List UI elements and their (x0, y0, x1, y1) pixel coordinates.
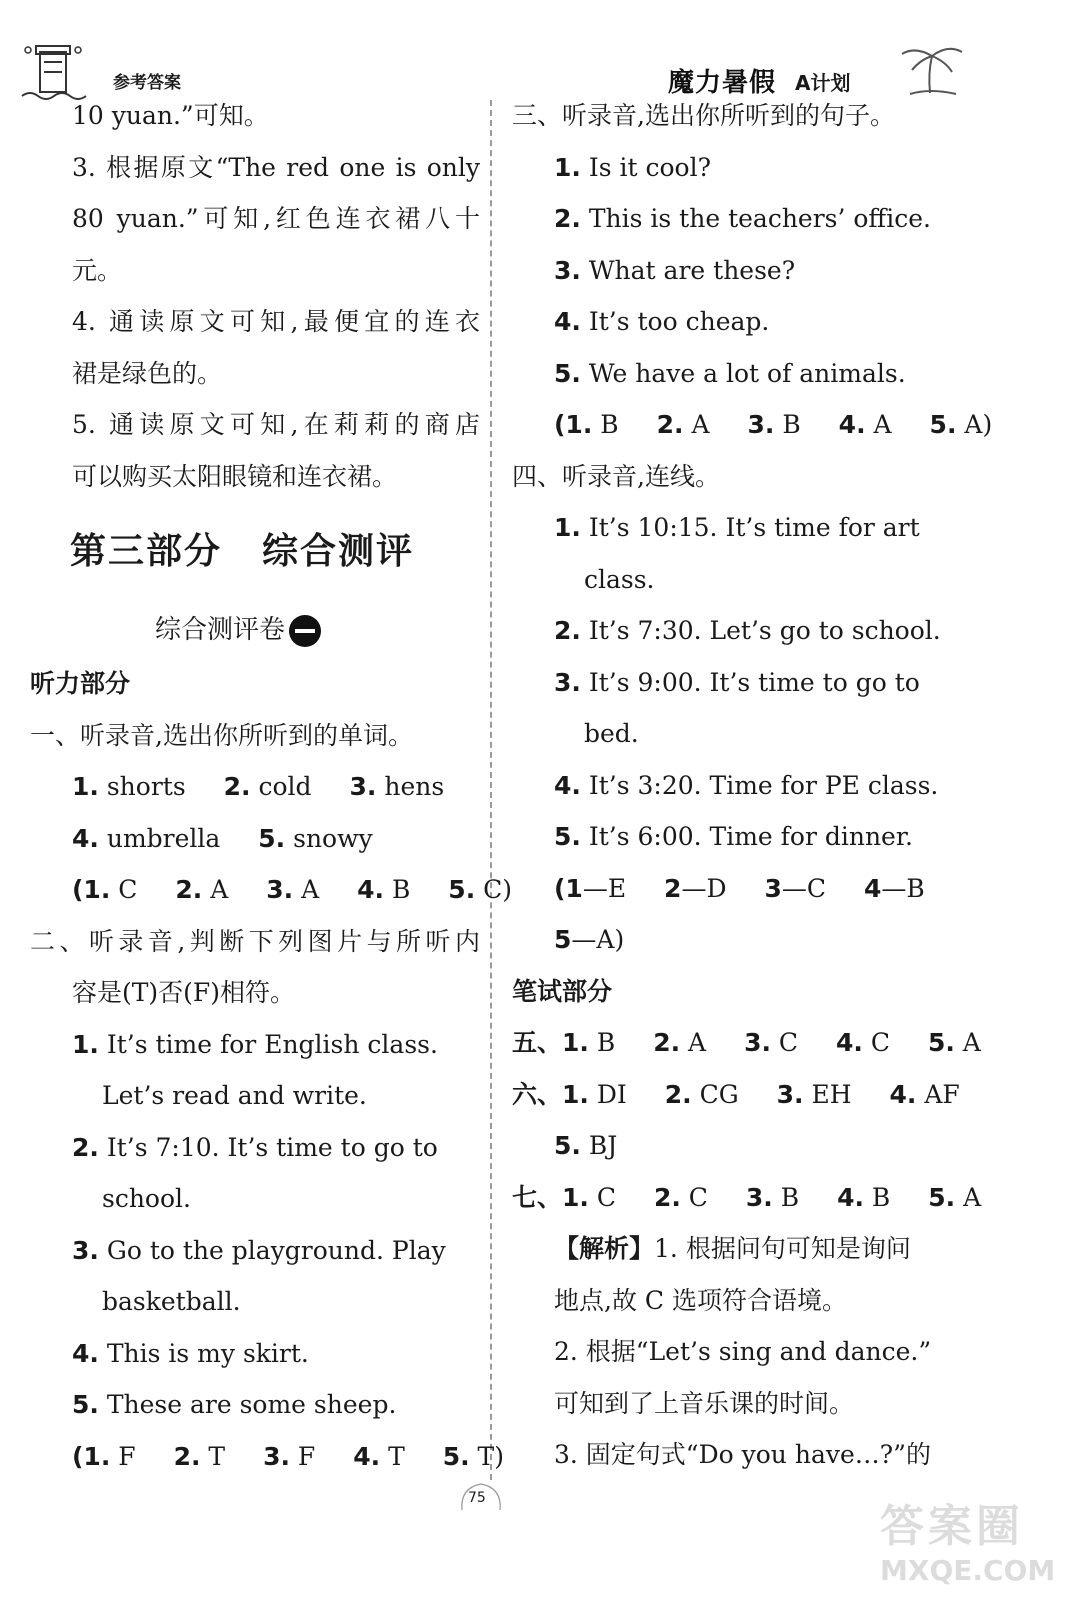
answer-line: 2. It’s 7:10. It’s time to go to (72, 1132, 438, 1162)
answer-key: (1—E 2—D 3—C 4—B (554, 873, 925, 903)
answer-key: 5. BJ (554, 1131, 618, 1160)
question-heading: 二、听录音,判断下列图片与所听内 (30, 926, 480, 956)
question-heading: 一、听录音,选出你所听到的单词。 (30, 720, 413, 750)
answer-line: 1. shorts 2. cold 3. hens (72, 772, 445, 801)
answer-line: 4. It’s too cheap. (554, 307, 770, 336)
right-column (512, 90, 993, 1481)
left-column (30, 90, 513, 1482)
column-divider (490, 100, 492, 1480)
answer-line: class. (584, 564, 655, 594)
answer-line: 1. Is it cool? (554, 152, 712, 182)
watermark: 答案圈 MXQE.COM (880, 1501, 1056, 1587)
answer-line: 3. What are these? (554, 255, 796, 285)
text-line: 裙是绿色的。 (72, 358, 223, 388)
number-one-badge-icon (289, 615, 321, 647)
answer-line: 4. It’s 3:20. Time for PE class. (554, 770, 939, 800)
answer-key: (1. B 2. A 3. B 4. A 5. A) (554, 410, 993, 439)
answer-key: (1. C 2. A 3. A 4. B 5. C) (72, 875, 513, 904)
section-heading: 听力部分 (30, 669, 131, 698)
answer-line: 5. These are some sheep. (72, 1390, 397, 1419)
analysis-tag: 【解析】 (554, 1234, 655, 1263)
answer-line: 5. It’s 6:00. Time for dinner. (554, 822, 914, 851)
analysis-line: 可知到了上音乐课的时间。 (554, 1388, 855, 1418)
answer-key: 六、1. DI 2. CG 3. EH 4. AF (512, 1079, 960, 1109)
analysis-line: 【解析】1. 根据问句可知是询问 (554, 1234, 911, 1263)
answer-line: basketball. (102, 1287, 241, 1316)
answer-line: 1. It’s time for English class. (72, 1029, 438, 1059)
question-heading: 三、听录音,选出你所听到的句子。 (512, 101, 895, 130)
section-heading: 笔试部分 (512, 976, 613, 1006)
answer-line: 4. umbrella 5. snowy (72, 823, 373, 853)
analysis-line: 地点,故 C 选项符合语境。 (554, 1285, 847, 1315)
palm-tree-icon (890, 38, 970, 98)
header-label: 参考答案 (113, 73, 181, 93)
analysis-line: 3. 固定句式“Do you have…?”的 (554, 1440, 931, 1469)
answer-key: 5—A) (554, 925, 625, 954)
header-left (18, 38, 268, 98)
question-heading: 容是(T)否(F)相符。 (72, 978, 296, 1007)
answer-key: 七、1. C 2. C 3. B 4. B 5. A (512, 1182, 982, 1212)
answer-line: bed. (584, 719, 639, 748)
paper-title: 综合测评卷 (30, 602, 480, 658)
text-line: 80 yuan.”可知,红色连衣裙八十 (72, 204, 480, 233)
text-line: 4. 通读原文可知,最便宜的连衣 (72, 307, 480, 336)
text-line: 元。 (72, 255, 123, 285)
logo-title: 魔力暑假 (668, 68, 777, 98)
answer-line: 1. It’s 10:15. It’s time for art (554, 513, 920, 542)
page-number: 75 (468, 1490, 486, 1506)
analysis-line: 2. 根据“Let’s sing and dance.” (554, 1337, 932, 1366)
logo-subtitle: A计划 (795, 71, 851, 95)
text-line: 10 yuan.”可知。 (72, 101, 269, 130)
answer-line: 4. This is my skirt. (72, 1338, 309, 1368)
question-heading: 四、听录音,连线。 (512, 461, 720, 491)
answer-line: 2. This is the teachers’ office. (554, 204, 931, 233)
part-title: 第三部分 综合测评 (70, 531, 415, 572)
answer-key: 五、1. B 2. A 3. C 4. C 5. A (512, 1028, 981, 1057)
answer-line: 2. It’s 7:30. Let’s go to school. (554, 616, 941, 645)
answer-line: Let’s read and write. (102, 1081, 367, 1110)
text-line: 5. 通读原文可知,在莉莉的商店 (72, 410, 480, 439)
text-line: 3. 根据原文“The red one is only (72, 152, 480, 182)
answer-line: 5. We have a lot of animals. (554, 358, 906, 388)
answer-line: 3. It’s 9:00. It’s time to go to (554, 667, 920, 697)
answer-line: school. (102, 1184, 191, 1213)
answer-line: 3. Go to the playground. Play (72, 1235, 446, 1265)
answer-key: (1. F 2. T 3. F 4. T 5. T) (72, 1441, 504, 1471)
text-line: 可以购买太阳眼镜和连衣裙。 (72, 461, 398, 491)
